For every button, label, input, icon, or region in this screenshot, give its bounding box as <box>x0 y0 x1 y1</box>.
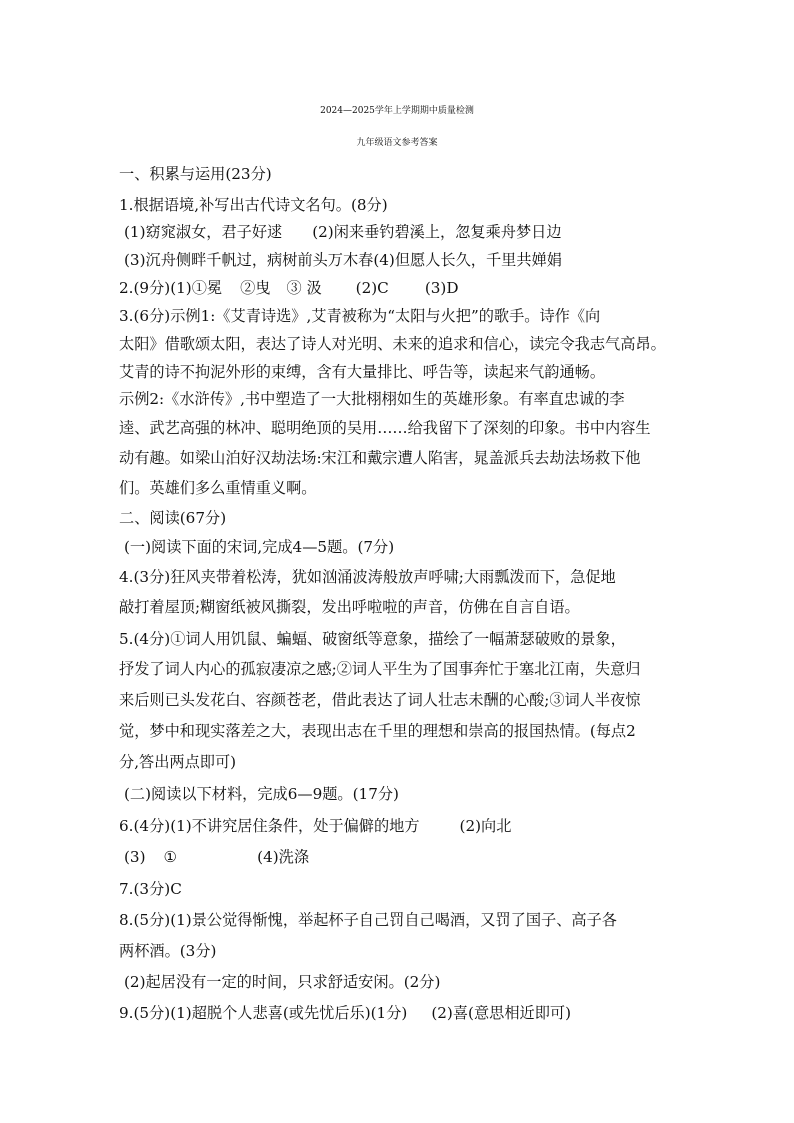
q2-answer-4: (2)C <box>355 279 389 297</box>
q1-answer-1: (1)窈窕淑女，君子好逑 <box>124 223 283 241</box>
q4-line-2: 敲打着屋顶;糊窗纸被风撕裂，发出呼啦啦的声音，仿佛在自言自语。 <box>119 598 580 616</box>
q3-line-4: 示例2:《水浒传》,书中塑造了一大批栩栩如生的英雄形象。有率直忠诚的李 <box>119 390 625 408</box>
document-title: 2024—2025学年上学期期中质量检测 <box>320 106 474 116</box>
q6-answer-3: (3) <box>124 848 146 866</box>
q8-line-3: (2)起居没有一定的时间，只求舒适安闲。(2分) <box>124 973 441 991</box>
q5-line-5: 分,答出两点即可) <box>119 753 237 771</box>
q9-answer-1: 9.(5分)(1)超脱个人悲喜(或先忧后乐)(1分) <box>119 1004 408 1022</box>
q6-answer-5: (4)洗涤 <box>257 848 310 866</box>
section-1-heading: 一、积累与运用(23分) <box>119 165 272 183</box>
q2-answer-1: 2.(9分)(1)①冕 <box>119 279 223 297</box>
q5-line-4: 觉，梦中和现实落差之大，表现出志在千里的理想和崇高的报国热情。(每点2 <box>119 722 636 740</box>
q5-line-1: 5.(4分)①词人用饥鼠、蝙蝠、破窗纸等意象，描绘了一幅萧瑟破败的景象， <box>119 630 626 648</box>
q5-line-3: 来后则已头发花白、容颜苍老，借此表达了词人壮志未酬的心酸;③词人半夜惊 <box>119 691 641 709</box>
q2-answer-5: (3)D <box>424 279 459 297</box>
q4-line-1: 4.(3分)狂风夹带着松涛，犹如汹涌波涛般放声呼啸;大雨瓢泼而下，急促地 <box>119 568 616 586</box>
q3-line-6: 动有趣。如梁山泊好汉劫法场:宋江和戴宗遭人陷害，晁盖派兵去劫法场救下他 <box>119 449 641 467</box>
q5-line-2: 抒发了词人内心的孤寂凄凉之感;②词人平生为了国事奔忙于塞北江南，失意归 <box>119 660 641 678</box>
q6-answer-4: ① <box>163 848 178 866</box>
part-2-heading: (二)阅读以下材料，完成6—9题。(17分) <box>124 785 399 803</box>
q2-answer-row <box>119 278 459 298</box>
section-2-heading: 二、阅读(67分) <box>119 509 227 527</box>
q9-answer-row <box>119 1003 571 1023</box>
document-subtitle: 九年级语文参考答案 <box>356 138 438 148</box>
q3-line-7: 们。英雄们多么重情重义啊。 <box>119 479 317 497</box>
q8-line-1: 8.(5分)(1)景公觉得惭愧，举起杯子自己罚自己喝酒，又罚了国子、高子各 <box>119 911 617 929</box>
q1-answer-row-1 <box>124 222 562 242</box>
q6-answer-1: 6.(4分)(1)不讲究居住条件，处于偏僻的地方 <box>119 817 420 835</box>
q6-answer-row-1 <box>119 816 511 836</box>
part-1-heading: (一)阅读下面的宋词,完成4—5题。(7分) <box>124 538 395 556</box>
q6-answer-2: (2)向北 <box>459 817 512 835</box>
q9-answer-2: (2)喜(意思相近即可) <box>431 1004 572 1022</box>
q1-answer-2: (2)闲来垂钓碧溪上，忽复乘舟梦日边 <box>312 223 562 241</box>
q3-line-2: 太阳》借歌颂太阳，表达了诗人对光明、未来的追求和信心，读完令我志气高昂。 <box>119 335 666 353</box>
q1-prompt: 1.根据语境,补写出古代诗文名句。(8分) <box>119 196 388 214</box>
q2-answer-3: ③ 汲 <box>286 279 322 297</box>
q1-answer-3: (3)沉舟侧畔千帆过，病树前头万木春 <box>124 251 374 269</box>
q3-line-5: 逵、武艺高强的林冲、聪明绝顶的吴用……给我留下了深刻的印象。书中内容生 <box>119 419 651 437</box>
q1-answer-4: (4)但愿人长久，千里共婵娟 <box>373 251 562 269</box>
q8-line-2: 两杯酒。(3分) <box>119 942 217 960</box>
q3-line-3: 艾青的诗不拘泥外形的束缚，含有大量排比、呼告等，读起来气韵通畅。 <box>119 363 605 381</box>
q2-answer-2: ②曳 <box>240 279 271 297</box>
q7-answer: 7.(3分)C <box>119 880 182 898</box>
q1-answer-row-2 <box>124 250 562 270</box>
q3-line-1: 3.(6分)示例1:《艾青诗选》,艾青被称为“太阳与火把”的歌手。诗作《向 <box>119 307 601 325</box>
q6-answer-row-2 <box>124 847 309 867</box>
